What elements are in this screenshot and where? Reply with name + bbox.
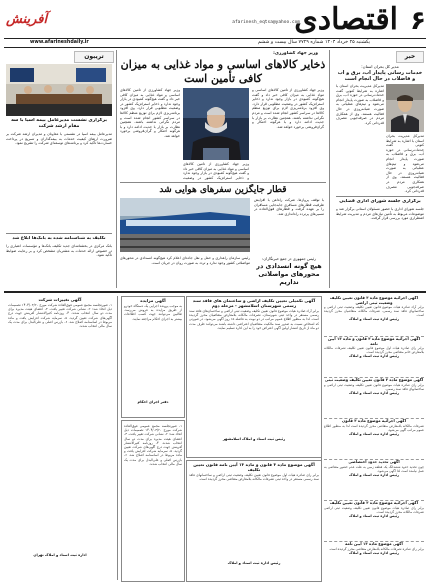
notice-right-footer: رئیس اداره ثبت اسناد و املاک bbox=[349, 431, 399, 436]
left-mid-body: بانک مرکزی در بخشنامه‌ای جدید تکلیف بانک‌ها و مؤسسات اعتباری را در خصوص ارائه خدمات به مشتریان مشخص کرد و بر رعایت ضوابط تأکید نمود. bbox=[6, 244, 112, 258]
notice-mid-left-2 bbox=[121, 420, 185, 582]
center-mid-body: رئیس سازمان راهداری و حمل و نقل جاده‌ای اعلام کرد هیچ‌گونه انسدادی در محورهای مواصلاتی کشور وجود ندارد و تردد به صورت روان در جریان است. bbox=[120, 256, 250, 265]
left-top-body: مدیرعامل بیمه آسیا در نشستی با معاونان و مدیران ارشد شرکت بر ضرورت ارتقای کیفیت خدمات به بیمه‌گذاران و تسریع در پرداخت خسارت‌ها تأکید کرد و برنامه‌های توسعه‌ای شرکت را تشریح نمود. bbox=[6, 132, 112, 146]
notices-left-footer: اداره ثبت اسناد و املاک تهران bbox=[33, 553, 87, 557]
notice-right-item bbox=[324, 542, 424, 580]
notice-right-item bbox=[324, 419, 424, 460]
notices-center-bottom-body: برابر رای صادره هیات اول موضوع قانون تعیین تکلیف وضعیت ثبتی اراضی و ساختمانهای فاقد سند رسمی مستقر در واحد ثبتی تصرفات مالکانه بلامعارض متقاضی محرز گردیده است. bbox=[189, 473, 319, 482]
notice-right-footer: رئیس اداره ثبت اسناد و املاک bbox=[349, 354, 399, 359]
right-mid-body: جلسه شورای اداری با حضور مسئولان استانی برگزار شد و موضوعات مربوط به تأمین نیازهای مردم و مدیریت شرایط اضطراری مورد بررسی قرار گرفت. bbox=[336, 207, 424, 221]
notices-center-top-body: برابر آراء صادره هیات موضوع قانون تعیین تکلیف وضعیت ثبتی اراضی و ساختمان‌های فاقد سند رسمی مستقر در واحد ثبتی شهرستان، تصرفات مالکانه بلامعارض متقاضیان محرز گردیده است. لذا به منظور اطلاع عموم مراتب در دو نوبت به فاصله ۱۵ روز آگهی می‌شود. در صورتی که اشخاص نسبت به صدور سند مالکیت متقاضیان اعتراضی داشته باشند می‌توانند ظرف مدت دو ماه از تاریخ انتشار اولین آگهی اعتراض خود را به این اداره تسلیم نمایند. bbox=[189, 309, 319, 330]
right-top-headline: خدمات رسانی پایدار آب، برق و آب و فاضلاب در حال انجام است bbox=[337, 70, 423, 82]
notice-right-body: برابر آراء صادره هیات موضوع قانون تعیین تکلیف وضعیت ثبتی اراضی و ساختمانهای فاقد سند رسمی، تصرفات مالکانه متقاضیان محرز گردیده است. bbox=[324, 305, 424, 318]
notice-right-headline: آگهی تحدید حدود اختصاصی bbox=[348, 460, 400, 464]
notice-right-item bbox=[324, 296, 424, 337]
right-top-kicker: مدیر کل بحران استان: bbox=[361, 64, 399, 69]
notice-right-body: برابر رای صادره تصرفات مالکانه بلامعارض متقاضی محرز گردیده است. bbox=[328, 546, 424, 551]
lead-body-col3: وزیر جهاد کشاورزی از تأمین کالاهای اساسی و مواد غذایی به میزان کافی خبر داد و گفت هیچ‌گونه کمبودی در بازار وجود ندارد و ذخایر استراتژیک کشور در وضعیت bbox=[183, 162, 249, 180]
right-top-body: مدیرکل مدیریت بحران استان با اشاره به شرایط کنونی گفت خدمات‌رسانی در حوزه آب، برق و فاضلاب به صورت پایدار انجام می‌شود و تیم‌های عملیاتی به صورت شبانه‌روزی در حال فعالیت هستند. وی از همکاری مردم در صرفه‌جویی مصرف قدردانی کرد. bbox=[336, 84, 384, 125]
notice-mid-left-body: به موجب پرونده اجرایی یک دستگاه خودرو از طریق مزایده به فروش می‌رسد. طالبین می‌توانند جهت کسب اطلاعات بیشتر به اجرای احکام مراجعه نمایند. bbox=[124, 304, 182, 321]
lead-photo bbox=[183, 88, 249, 160]
masthead-email: afarinesh_eqtsa@yahoo.com bbox=[232, 20, 300, 25]
left-top-headline: برگزاری نشست مدیرعامل بیمه آسیا با سه مقام ارشد شرکت bbox=[11, 118, 107, 129]
right-mid-headline: برگزاری جلسه شورای اداری قضایی bbox=[339, 199, 421, 204]
notice-right-footer: رئیس اداره ثبت اسناد و املاک bbox=[349, 390, 399, 395]
date-line: یکشنبه ۲۵ خرداد ۱۴۰۴ شماره ۷۷۲۹ سال بیست و ششم bbox=[257, 40, 370, 45]
notices-center-top-footer: رئیس ثبت اسناد و املاک اسلامشهر bbox=[222, 437, 286, 441]
lead-body-col1: وزیر جهاد کشاورزی از تأمین کالاهای اساسی و مواد غذایی به میزان کافی خبر داد و گفت هیچ‌گونه کمبودی در بازار وجود ندارد و ذخایر استراتژیک کشور در وضعیت مطلوبی قرار دارد. وی افزود برنامه‌ریزی لازم برای توزیع منظم کالاها در سراسر کشور انجام شده است و مردم نگرانی نداشته باشند. همچنین نظارت بر بازار با جدیت ادامه دارد و با هرگونه احتکار و گران‌فروشی برخورد خواهد شد. bbox=[252, 88, 324, 129]
notice-right-body: برابر رای صادره هیات موضوع قانون تعیین تکلیف وضعیت ثبتی اراضی تصرفات مالکانه محرز گردیده است. bbox=[324, 505, 424, 514]
notice-right-headline: آگهی موضوع ماده ۳ قانون تعیین تکلیف وضعیت ثبتی bbox=[324, 378, 424, 382]
right-top-photo bbox=[386, 84, 424, 132]
center-mid-headline: هیچ گونه انسدادی در محورهای مواصلاتی نداریم bbox=[256, 262, 322, 286]
notice-mid-left-headline: آگهی مزایده bbox=[140, 298, 166, 303]
notices-left-body: ۱- صورتجلسه مجمع عمومی فوق‌العاده شرکت مورخ ۱۴۰۴/۰۳/۲۰ تصمیمات ذیل اتخاذ شد: ۲- نشانی شرکت تغییر یافت. ۳- اعضای هیئت مدیره برای مدت دو سال انتخاب شدند. ۴- روزنامه کثیرالانتشار آفرینش جهت درج آگهی‌های شرکت تعیین گردید. ۵- سرمایه شرکت افزایش یافت و ماده مربوط در اساسنامه اصلاح شد. ۶- بازرس اصلی و علی‌البدل برای مدت یک سال مالی انتخاب شدند. bbox=[8, 303, 113, 329]
section-label-news: خبر bbox=[396, 51, 424, 63]
notice-right-item bbox=[324, 460, 424, 501]
notice-right-headline: آگهی اجرائیه موضوع ماده ۳ قانون تعیین تکلیف وضعیت ثبتی اراضی bbox=[329, 296, 419, 305]
notices-center-bottom-footer: رئیس اداره ثبت اسناد و املاک bbox=[227, 561, 281, 565]
notice-mid-left bbox=[121, 296, 185, 418]
center-mid-kicker: رئیس جمهوری در جمع خبرنگاران: bbox=[262, 256, 316, 261]
notice-right-body: برابر رای صادره هیات اول موضوع قانون تعیین تکلیف تصرفات مالکانه بلامعارض خانم متقاضی محرز گردیده است. bbox=[324, 346, 424, 355]
notice-mid-left-footer: دفتر اجرای احکام bbox=[137, 400, 169, 404]
notices-center-top bbox=[186, 296, 322, 458]
masthead-title: اقتصادی bbox=[294, 2, 398, 37]
notice-right-footer: رئیس اداره ثبت اسناد و املاک bbox=[349, 513, 399, 518]
notice-right-headline: آگهی اجرائیه موضوع ماده ۳ قانون و ماده ۱۳ آیین نامه bbox=[327, 337, 421, 346]
notice-right-footer: رئیس اداره ثبت اسناد و املاک bbox=[349, 472, 399, 477]
notices-left-headline: آگهی تغییرات شرکت bbox=[38, 297, 82, 302]
notice-right-footer: رئیس اداره ثبت اسناد و املاک bbox=[349, 317, 399, 322]
notice-right-body: تصرفات مالکانه بلامعارض متقاضی محرز گردیده است لذا به منظور اطلاع عموم مراتب آگهی می‌شود. bbox=[324, 423, 424, 432]
left-top-photo bbox=[6, 64, 112, 116]
train-headline: قطار جایگزین سفرهای هوایی شد bbox=[159, 185, 287, 195]
right-top-body-cont: مدیرکل مدیریت بحران استان با اشاره به شرایط کنونی گفت خدمات‌رسانی در حوزه آب، برق و فاضلاب به صورت پایدار انجام می‌شود و تیم‌های عملیاتی به صورت شبانه‌روزی در حال فعالیت هستند. وی از همکاری مردم در صرفه‌جویی مصرف قدردانی کرد. bbox=[386, 134, 424, 194]
notice-right-body: چون تحدید حدود ششدانگ یک قطعه زمین به علت عدم حضور متقاضی به عمل نیامده است لذا آگهی می‌شود. bbox=[324, 464, 424, 473]
notices-left bbox=[6, 296, 114, 580]
notice-right-item bbox=[324, 378, 424, 419]
train-photo bbox=[120, 198, 250, 252]
page-number: ۶ bbox=[410, 6, 426, 36]
notice-right-item bbox=[324, 501, 424, 542]
section-label-tribune: تریبون bbox=[74, 51, 114, 63]
notice-right-footer: رئیس اداره ثبت اسناد و املاک bbox=[349, 550, 399, 555]
notices-center-bottom-headline: آگهی موضوع ماده ۳ قانون و ماده ۱۳ آیین نامه قانون تعیین تکلیف bbox=[193, 462, 315, 472]
notices-center-top-headline: آگهی تکمیلی تعیین تکلیف اراضی و ساختمان های فاقد سند رسمی شهرستان اسلامشهر - مرحله دوم bbox=[192, 298, 316, 308]
notices-center-bottom bbox=[186, 460, 322, 582]
left-mid-headline: تکلیف به شناسنامه‌ شده به بانک‌ها ابلاغ شد bbox=[12, 236, 106, 241]
notice-right-headline: آگهی اجرائیه موضوع ماده ۳ قانون تعیین تکلیف bbox=[329, 501, 419, 505]
notice-mid-left-2-body: ۱- صورتجلسه مجمع عمومی فوق‌العاده شرکت مورخ ۱۴۰۴/۰۳/۲۰ تصمیمات ذیل اتخاذ شد: ۲- نشانی شرکت تغییر یافت. ۳- اعضای هیئت مدیره برای مدت دو سال انتخاب شدند. ۴- روزنامه کثیرالانتشار آفرینش جهت درج آگهی‌های شرکت تعیین گردید. ۵- سرمایه شرکت افزایش یافت و ماده مربوط در اساسنامه اصلاح شد. ۶- بازرس اصلی و علی‌البدل برای مدت یک سال مالی انتخاب شدند. bbox=[124, 424, 182, 466]
lead-kicker: وزیر جهاد کشاورزی: bbox=[273, 51, 318, 56]
lead-headline: ذخایر کالاهای اساسی و مواد غذایی به میزان کافی تأمین است bbox=[120, 58, 326, 85]
notices-right bbox=[324, 296, 424, 580]
lead-body-col2: وزیر جهاد کشاورزی از تأمین کالاهای اساسی و مواد غذایی به میزان کافی خبر داد و گفت هیچ‌گونه کمبودی در بازار وجود ندارد و ذخایر استراتژیک کشور در وضعیت مطلوبی قرار دارد. وی افزود برنامه‌ریزی لازم برای توزیع منظم کالاها در سراسر کشور انجام شده است و مردم نگرانی نداشته باشند. همچنین نظارت بر بازار با جدیت ادامه دارد و با هرگونه احتکار و گران‌فروشی برخورد خواهد شد. bbox=[120, 88, 180, 138]
notice-right-headline: آگهی موضوع ماده ۱۳ آیین نامه bbox=[345, 542, 403, 546]
website: www.afarineshdaily.ir bbox=[30, 40, 89, 45]
paper-logo: آفرینش bbox=[6, 12, 48, 27]
notice-right-item bbox=[324, 337, 424, 378]
notice-right-headline: آگهی اجرائیه موضوع ماده ۳ قانون bbox=[341, 419, 407, 423]
notice-right-body: برابر رای صادره هیات موضوع قانون تعیین تکلیف وضعیت ثبتی اراضی و ساختمانهای فاقد سند رسمی. bbox=[324, 382, 424, 391]
train-body: با توقف پروازها، شرکت راه‌آهن با افزایش ظرفیت قطارهای مسافری جابه‌جایی مسافران را بر عهده گرفت و قطارهای فوق‌العاده در مسیرهای پرتردد راه‌اندازی شد. bbox=[254, 198, 324, 216]
